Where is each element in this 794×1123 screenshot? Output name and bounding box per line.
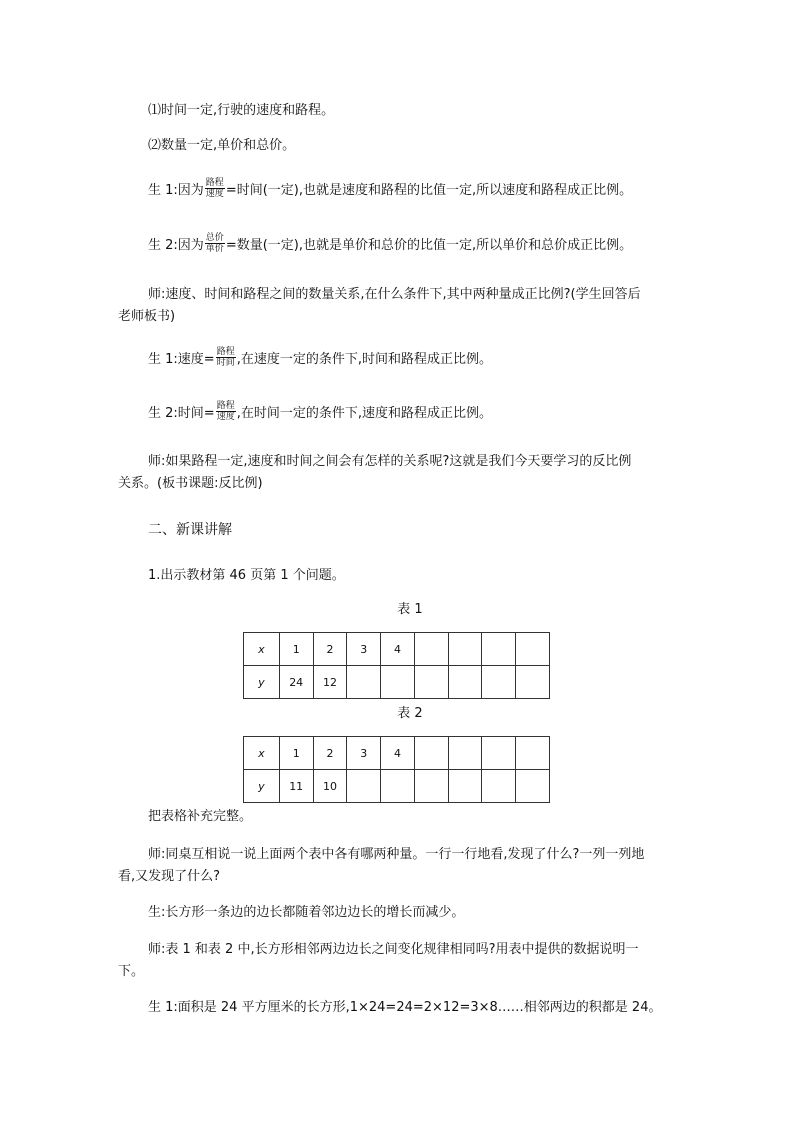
text-after: =时间(一定),也就是速度和路程的比值一定,所以速度和路程成正比例。 — [225, 183, 633, 198]
table-cell — [516, 737, 550, 770]
table-cell-header: x — [244, 737, 280, 770]
table-cell-header: y — [244, 770, 280, 803]
paragraph-student-observation: 生:长方形一条边的边长都随着邻边边长的增长而减少。 — [148, 905, 465, 920]
fraction-denominator: 速度 — [205, 189, 224, 199]
table-cell — [516, 633, 550, 666]
fraction-denominator: 速度 — [216, 412, 235, 422]
fraction-denominator: 时间 — [216, 358, 235, 368]
table2-caption: 表 2 — [397, 706, 423, 721]
fraction-numerator: 路程 — [216, 347, 235, 357]
table-cell: 1 — [279, 633, 313, 666]
paragraph-student2-price-total — [148, 235, 708, 256]
paragraph-teacher-inverse-line1: 师:如果路程一定,速度和时间之间会有怎样的关系呢?这就是我们今天要学习的反比例 — [148, 454, 632, 469]
table-cell: 3 — [347, 633, 381, 666]
text-before: 生 1:速度= — [148, 352, 215, 367]
table-cell — [482, 770, 516, 803]
table-2 — [243, 736, 550, 803]
table-cell: 2 — [313, 633, 347, 666]
table-row-y — [244, 770, 550, 803]
table-row-x — [244, 633, 550, 666]
paragraph-teacher-pair-discussion-line2: 看,又发现了什么? — [118, 869, 221, 884]
fraction-distance-over-speed — [216, 401, 236, 422]
paragraph-teacher-compare-line1: 师:表 1 和表 2 中,长方形相邻两边边长之间变化规律相同吗?用表中提供的数据说明一 — [148, 942, 639, 957]
table-row-x — [244, 737, 550, 770]
table-cell-header: x — [244, 633, 280, 666]
table-cell: 4 — [381, 633, 415, 666]
fraction-total-over-unitprice — [205, 233, 225, 254]
paragraph-teacher-inverse-line2: 关系。(板书课题:反比例) — [118, 476, 263, 491]
text-after: ,在时间一定的条件下,速度和路程成正比例。 — [236, 406, 492, 421]
table1-caption: 表 1 — [397, 602, 423, 617]
table-cell — [381, 666, 415, 699]
table-cell: 2 — [313, 737, 347, 770]
fraction-numerator: 总价 — [205, 233, 224, 243]
table-cell: 1 — [279, 737, 313, 770]
paragraph-student2-time-formula — [148, 403, 708, 424]
table-cell: 11 — [279, 770, 313, 803]
table-cell: 3 — [347, 737, 381, 770]
paragraph-condition-1: ⑴时间一定,行驶的速度和路程。 — [148, 103, 335, 118]
table-cell — [414, 666, 448, 699]
paragraph-teacher-question-line1: 师:速度、时间和路程之间的数量关系,在什么条件下,其中两种量成正比例?(学生回答后 — [148, 287, 641, 302]
paragraph-condition-2: ⑵数量一定,单价和总价。 — [148, 138, 296, 153]
table-cell — [414, 633, 448, 666]
table-cell — [448, 737, 482, 770]
text-before: 生 2:因为 — [148, 238, 204, 253]
table-cell-header: y — [244, 666, 280, 699]
text-after: ,在速度一定的条件下,时间和路程成正比例。 — [236, 352, 492, 367]
table-cell — [482, 666, 516, 699]
text-before: 生 1:因为 — [148, 183, 204, 198]
table-cell — [414, 770, 448, 803]
paragraph-student1-product: 生 1:面积是 24 平方厘米的长方形,1×24=24=2×12=3×8……相邻两边的积都是 24。 — [148, 1000, 662, 1015]
paragraph-student1-speed-formula — [148, 349, 708, 370]
table-cell: 4 — [381, 737, 415, 770]
fraction-numerator: 路程 — [205, 178, 224, 188]
table-cell — [482, 633, 516, 666]
fraction-numerator: 路程 — [216, 401, 235, 411]
paragraph-textbook-reference: 1.出示教材第 46 页第 1 个问题。 — [148, 568, 345, 583]
text-after: =数量(一定),也就是单价和总价的比值一定,所以单价和总价成正比例。 — [225, 238, 633, 253]
fraction-distance-over-speed — [205, 178, 225, 199]
table-row-y — [244, 666, 550, 699]
table-1 — [243, 632, 550, 699]
paragraph-teacher-compare-line2: 下。 — [118, 964, 145, 979]
table-cell: 10 — [313, 770, 347, 803]
table-cell — [448, 633, 482, 666]
table-cell — [448, 770, 482, 803]
fraction-distance-over-time — [216, 347, 236, 368]
text-before: 生 2:时间= — [148, 406, 215, 421]
table-cell — [414, 737, 448, 770]
table-cell — [516, 770, 550, 803]
section-heading: 二、新课讲解 — [148, 522, 232, 538]
table-cell — [347, 666, 381, 699]
fraction-denominator: 单价 — [205, 244, 224, 254]
table-cell — [381, 770, 415, 803]
table-cell: 12 — [313, 666, 347, 699]
table-cell — [482, 737, 516, 770]
table-cell: 24 — [279, 666, 313, 699]
paragraph-teacher-pair-discussion-line1: 师:同桌互相说一说上面两个表中各有哪两种量。一行一行地看,发现了什么?一列一列地 — [148, 847, 645, 862]
paragraph-student1-speed-distance — [148, 180, 708, 201]
paragraph-complete-table: 把表格补充完整。 — [148, 809, 253, 824]
table-cell — [347, 770, 381, 803]
table-cell — [516, 666, 550, 699]
table-cell — [448, 666, 482, 699]
paragraph-teacher-question-line2: 老师板书) — [118, 309, 176, 324]
